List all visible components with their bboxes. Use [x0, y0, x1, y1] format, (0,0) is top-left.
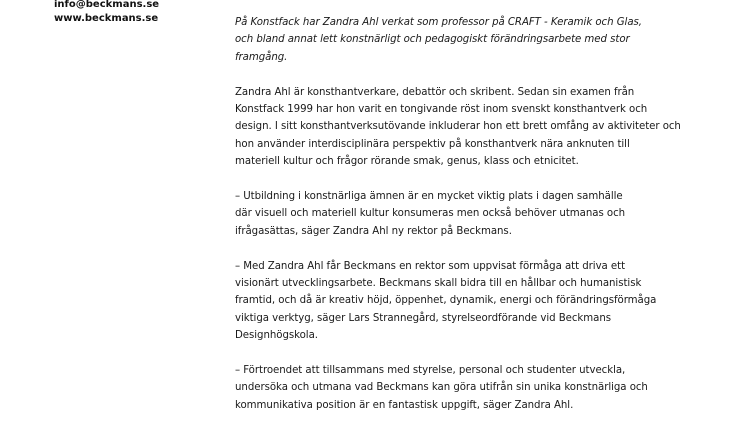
- contact-email[interactable]: info@beckmans.se: [54, 0, 160, 10]
- body-paragraph-quote-strannegard: – Med Zandra Ahl får Beckmans en rektor som uppvisat förmåga att driva ett visionärt utvecklingsarbete. Beckmans skall bidra till en hållbar och humanistisk framtid, och då är kreativ höjd, öppenhet, dynamik, energi och förändringsförmåga viktiga verktyg, säger Lars Strannegård, styrelseordförande vid Beckmans Designhögskola.: [235, 260, 657, 342]
- body-paragraph-quote-ahl-2: – Förtroendet att tillsammans med styrelse, personal och studenter utveckla, undersöka och utmana vad Beckmans kan göra utifrån sin unika konstnärliga och kommunikativa position är en fantastisk uppgift, säger Zandra Ahl.: [235, 365, 648, 411]
- body-paragraph-quote-ahl-1: – Utbildning i konstnärliga ämnen är en mycket viktig plats i dagen samhälle där visuell och materiell kultur konsumeras men också behöver utmanas och ifrågasättas, säger Zandra Ahl ny rektor på Beckmans.: [235, 191, 626, 237]
- body-paragraph-bio: Zandra Ahl är konsthantverkare, debattör och skribent. Sedan sin examen från Konstfack 1999 har hon varit en tongivande röst inom svenskt konsthantverk och design. I sitt konsthantverksutövande inkluderar hon ett brett omfång av aktiviteter och hon använder interdisciplinära perspektiv på konsthantverk nära anknuten till materiell kultur och frågor rörande smak, genus, klass och etnicitet.: [235, 86, 681, 168]
- contact-website[interactable]: www.beckmans.se: [54, 13, 159, 24]
- contact-block: [54, 0, 159, 26]
- press-release-body: [235, 14, 735, 432]
- lead-paragraph: På Konstfack har Zandra Ahl verkat som professor på CRAFT - Keramik och Glas, och bland annat lett konstnärligt och pedagogiskt förändringsarbete med stor framgång.: [235, 17, 642, 63]
